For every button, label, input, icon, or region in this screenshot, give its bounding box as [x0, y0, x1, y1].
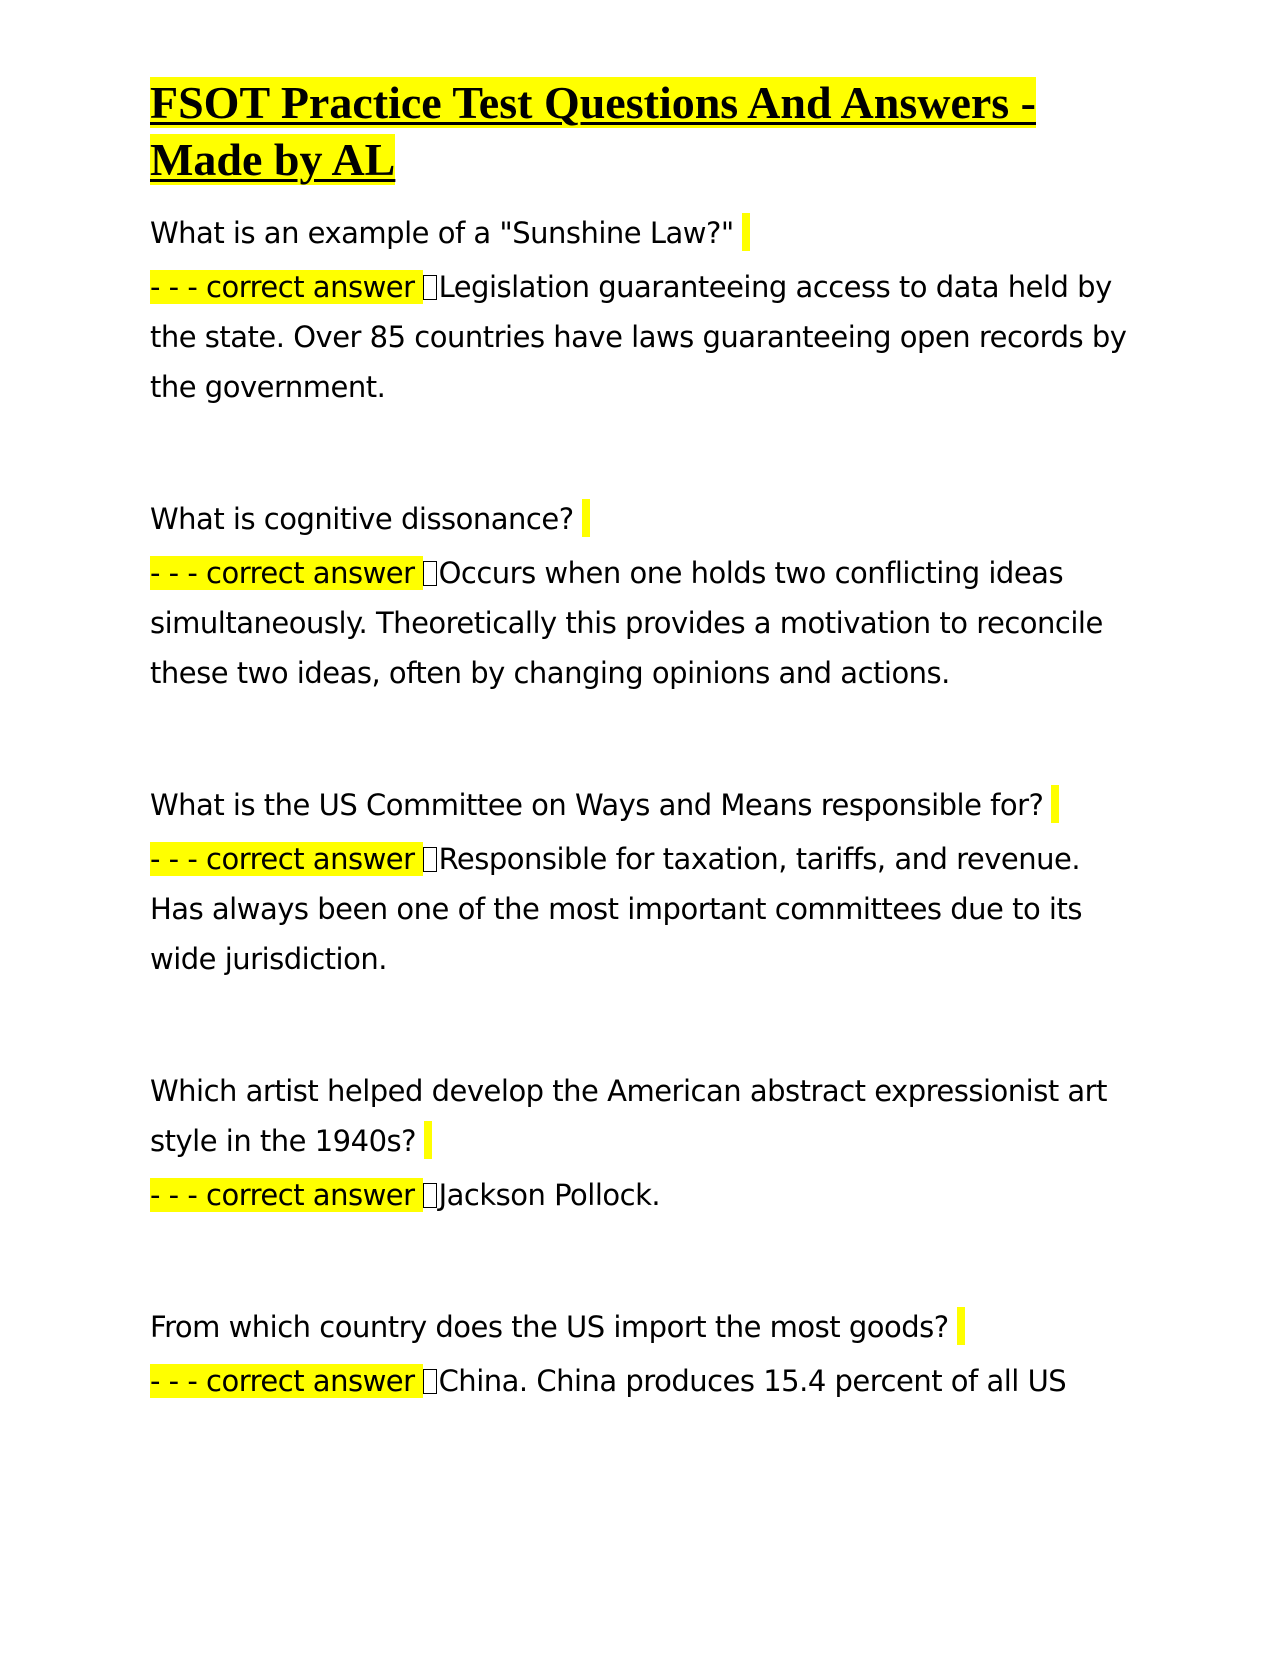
qa-item-1 — [150, 208, 1140, 412]
answer-text — [150, 834, 1140, 984]
document-page — [150, 74, 1140, 1406]
question-3: What is the US Committee on Ways and Means responsible for? — [150, 788, 1044, 822]
answer-text — [150, 262, 1140, 412]
answer-prefix: - - - correct answer — [150, 1364, 423, 1398]
answer-3: Responsible for taxation, tariffs, and revenue. Has always been one of the most important committees due to its wide jurisdiction. — [150, 842, 1082, 976]
page-title-text: FSOT Practice Test Questions And Answers - Made by AL — [150, 77, 1036, 185]
qa-item-2 — [150, 494, 1140, 698]
highlight-marker — [957, 1307, 965, 1345]
answer-4: Jackson Pollock. — [438, 1178, 661, 1212]
qa-item-3 — [150, 780, 1140, 984]
highlight-marker — [582, 499, 590, 537]
answer-text — [150, 1356, 1140, 1406]
highlight-marker — [1051, 785, 1059, 823]
question-text — [150, 780, 1140, 830]
question-1: What is an example of a "Sunshine Law?" — [150, 216, 734, 250]
question-4: Which artist helped develop the American abstract expressionist art style in the 1940s? — [150, 1074, 1107, 1158]
question-5: From which country does the US import the most goods? — [150, 1310, 949, 1344]
missing-glyph-icon — [423, 561, 437, 586]
answer-prefix: - - - correct answer — [150, 556, 423, 590]
missing-glyph-icon — [423, 1369, 437, 1394]
answer-1: Legislation guaranteeing access to data held by the state. Over 85 countries have laws guaranteeing open records by the government. — [150, 270, 1127, 404]
page-title — [150, 74, 1140, 188]
question-text — [150, 1302, 1140, 1352]
missing-glyph-icon — [423, 1183, 437, 1208]
answer-2: Occurs when one holds two conflicting ideas simultaneously. Theoretically this provides a motivation to reconcile these two ideas, often by changing opinions and actions. — [150, 556, 1103, 690]
missing-glyph-icon — [423, 847, 437, 872]
answer-text — [150, 548, 1140, 698]
question-text — [150, 208, 1140, 258]
missing-glyph-icon — [423, 275, 437, 300]
qa-item-5 — [150, 1302, 1140, 1406]
answer-5: China. China produces 15.4 percent of all US — [438, 1364, 1067, 1398]
highlight-marker — [424, 1121, 432, 1159]
qa-item-4 — [150, 1066, 1140, 1220]
answer-text — [150, 1170, 1140, 1220]
answer-prefix: - - - correct answer — [150, 270, 423, 304]
question-text — [150, 494, 1140, 544]
question-text — [150, 1066, 1140, 1166]
answer-prefix: - - - correct answer — [150, 1178, 423, 1212]
highlight-marker — [742, 213, 750, 251]
question-2: What is cognitive dissonance? — [150, 502, 574, 536]
answer-prefix: - - - correct answer — [150, 842, 423, 876]
